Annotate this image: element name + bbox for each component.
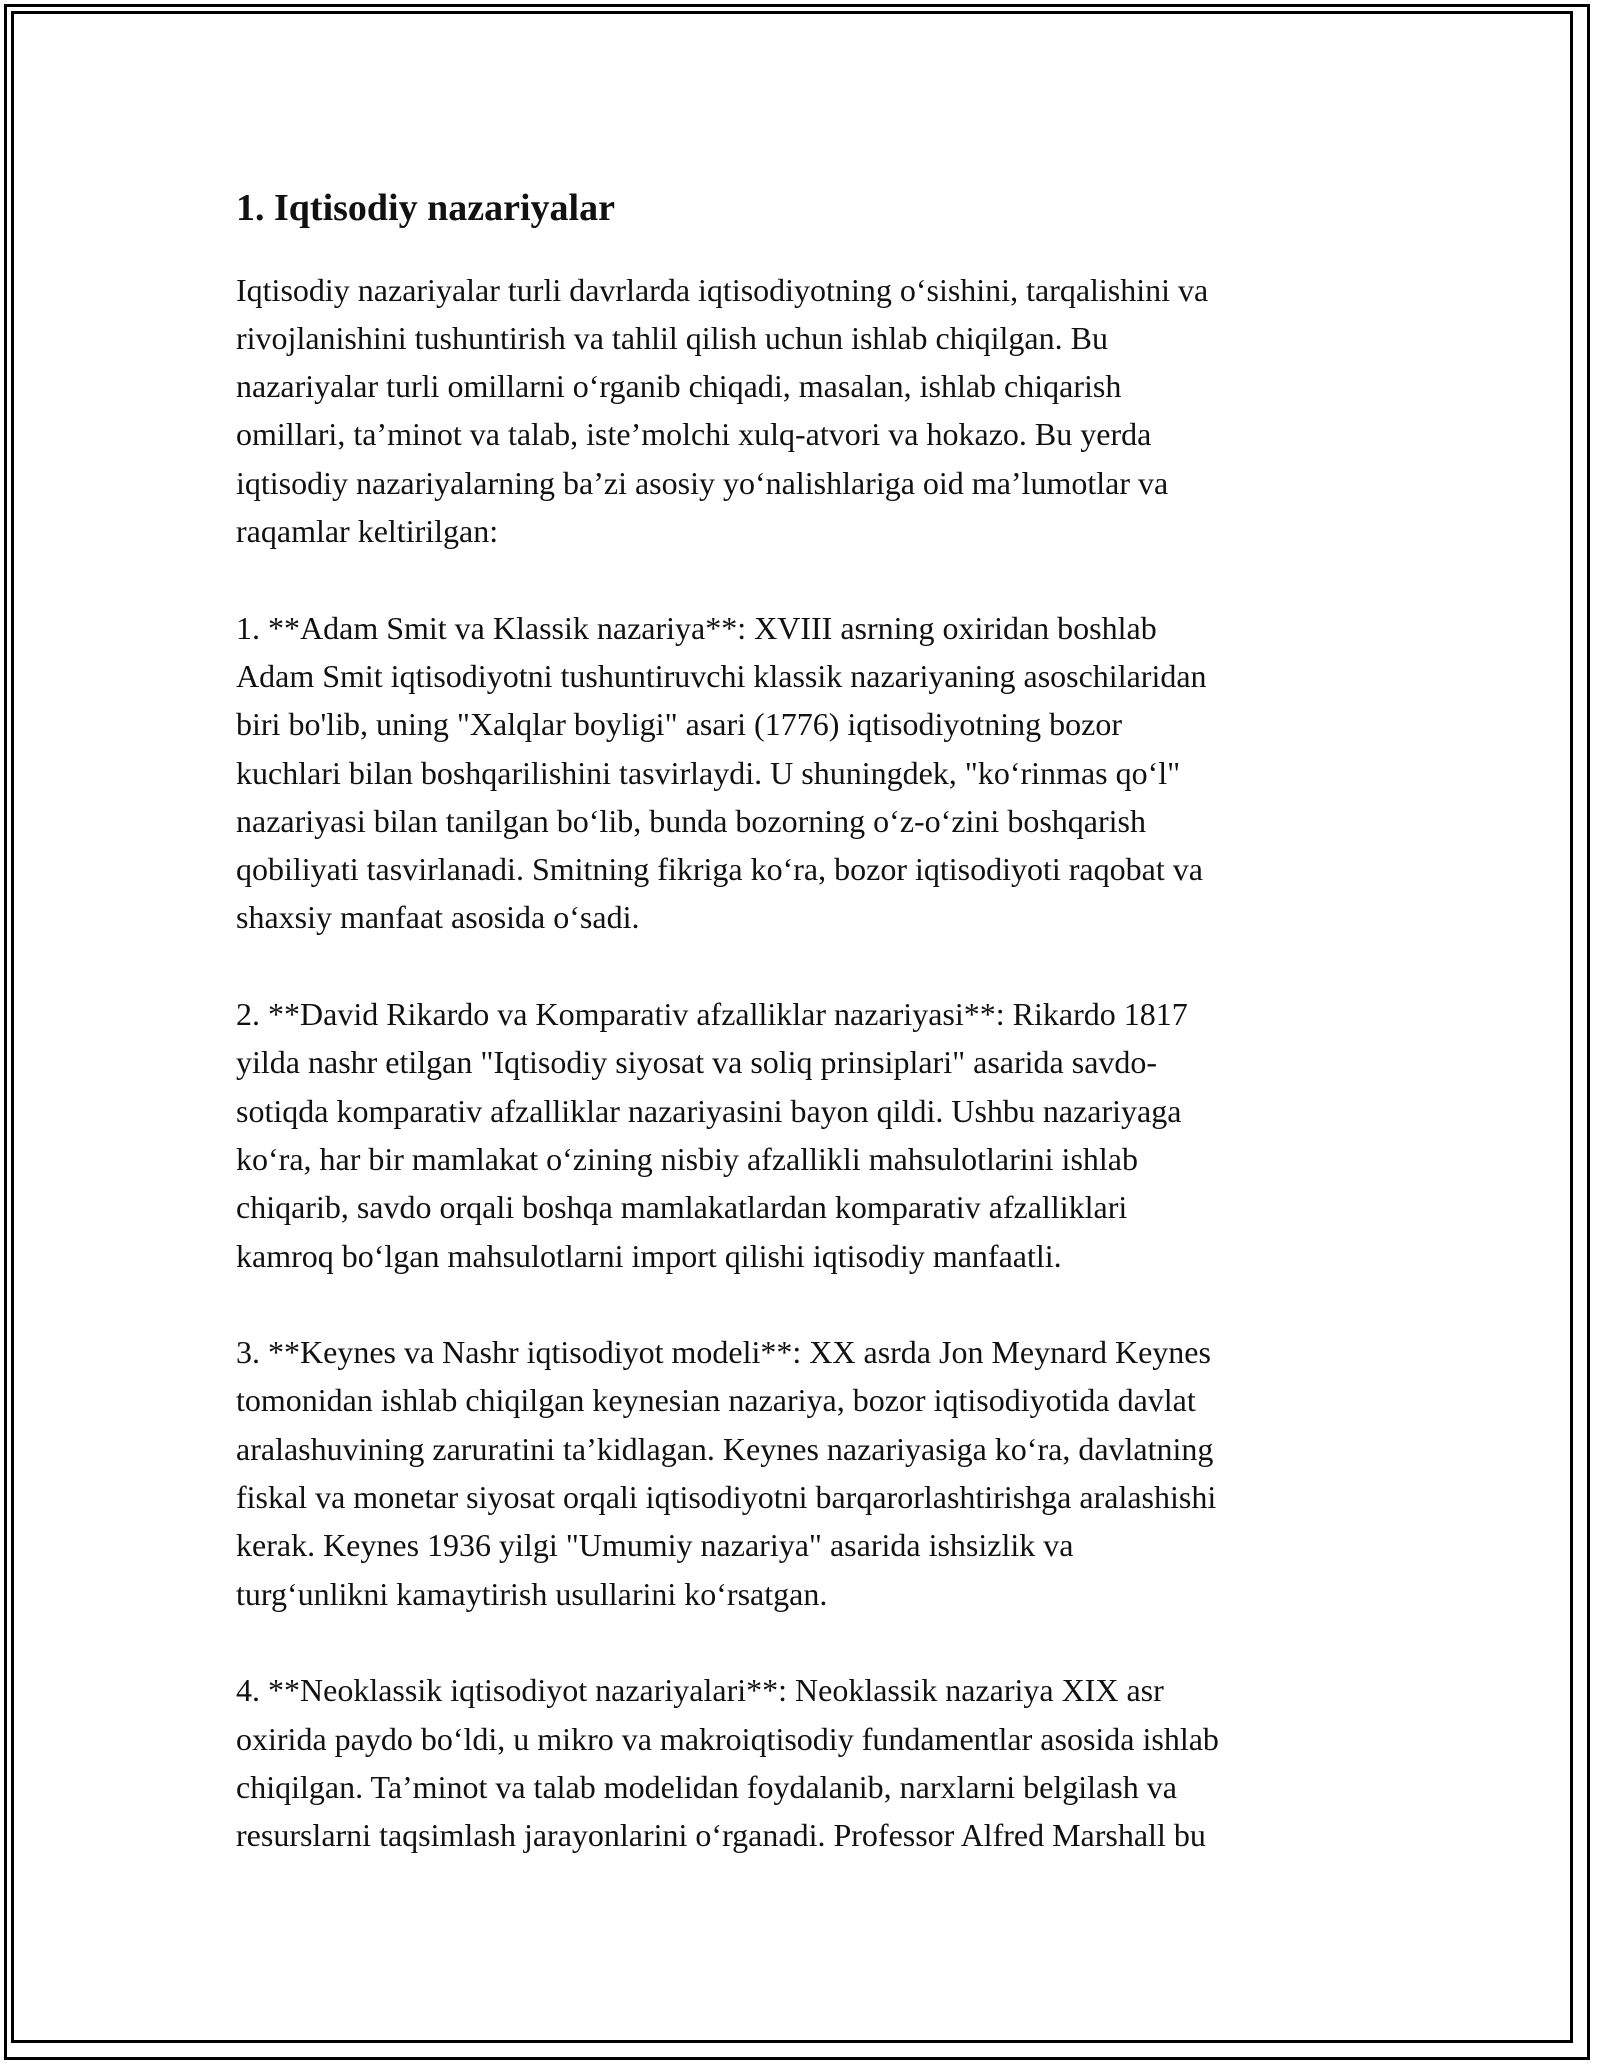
paragraph-david-rikardo: 2. **David Rikardo va Komparativ afzalliklar nazariyasi**: Rikardo 1817 yilda nashr etilgan "Iqtisodiy siyosat va soliq prinsiplari" asarida savdo- sotiqda komparativ afzalliklar nazariyasini bayon qildi. Ushbu nazariyaga ko‘ra, har bir mamlakat o‘zining nisbiy afzallikli mahsulotlarini ishlab chiqarib, savdo orqali boshqa mamlakatlardan komparativ afzalliklari kamroq bo‘lgan mahsulotlarni import qilishi iqtisodiy manfaatli. xyxy=(236,996,1188,1274)
paragraph-neoklassik: 4. **Neoklassik iqtisodiyot nazariyalari**: Neoklassik nazariya XIX asr oxirida paydo bo‘ldi, u mikro va makroiqtisodiy fundamentlar asosida ishlab chiqilgan. Ta’minot va talab modelidan foydalanib, narxlarni belgilash va resurslarni taqsimlash jarayonlarini o‘rganadi. Professor Alfred Marshall bu xyxy=(236,1672,1219,1854)
document-body xyxy=(236,186,1376,1859)
intro-paragraph: Iqtisodiy nazariyalar turli davrlarda iqtisodiyotning o‘sishini, tarqalishini va rivojlanishini tushuntirish va tahlil qilish uchun ishlab chiqilgan. Bu nazariyalar turli omillarni o‘rganib chiqadi, masalan, ishlab chiqarish omillari, ta’minot va talab, iste’molchi xulq-atvori va hokazo. Bu yerda iqtisodiy nazariyalarning ba’zi asosiy yo‘nalishlariga oid ma’lumotlar va raqamlar keltirilgan: xyxy=(236,271,1209,550)
paragraph-adam-smit: 1. **Adam Smit va Klassik nazariya**: XVIII asrning oxiridan boshlab Adam Smit iqtisodiyotni tushuntiruvchi klassik nazariyaning asoschilaridan biri bo'lib, uning "Xalqlar boyligi" asari (1776) iqtisodiyotning bozor kuchlari bilan boshqarilishini tasvirlaydi. U shuningdek, "ko‘rinmas qo‘l" nazariyasi bilan tanilgan bo‘lib, bunda bozorning o‘z-o‘zini boshqarish qobiliyati tasvirlanadi. Smitning fikriga ko‘ra, bozor iqtisodiyoti raqobat va shaxsiy manfaat asosida o‘sadi. xyxy=(236,609,1207,936)
paragraph-keynes: 3. **Keynes va Nashr iqtisodiyot modeli**: XX asrda Jon Meynard Keynes tomonidan ishlab chiqilgan keynesian nazariya, bozor iqtisodiyotida davlat aralashuvining zaruratini ta’kidlagan. Keynes nazariyasiga ko‘ra, davlatning fiskal va monetar siyosat orqali iqtisodiyotni barqarorlashtirishga aralashishi kerak. Keynes 1936 yilgi "Umumiy nazariya" asarida ishsizlik va turg‘unlikni kamaytirish usullarini ko‘rsatgan. xyxy=(236,1334,1217,1612)
document-title: 1. Iqtisodiy nazariyalar xyxy=(236,187,615,229)
